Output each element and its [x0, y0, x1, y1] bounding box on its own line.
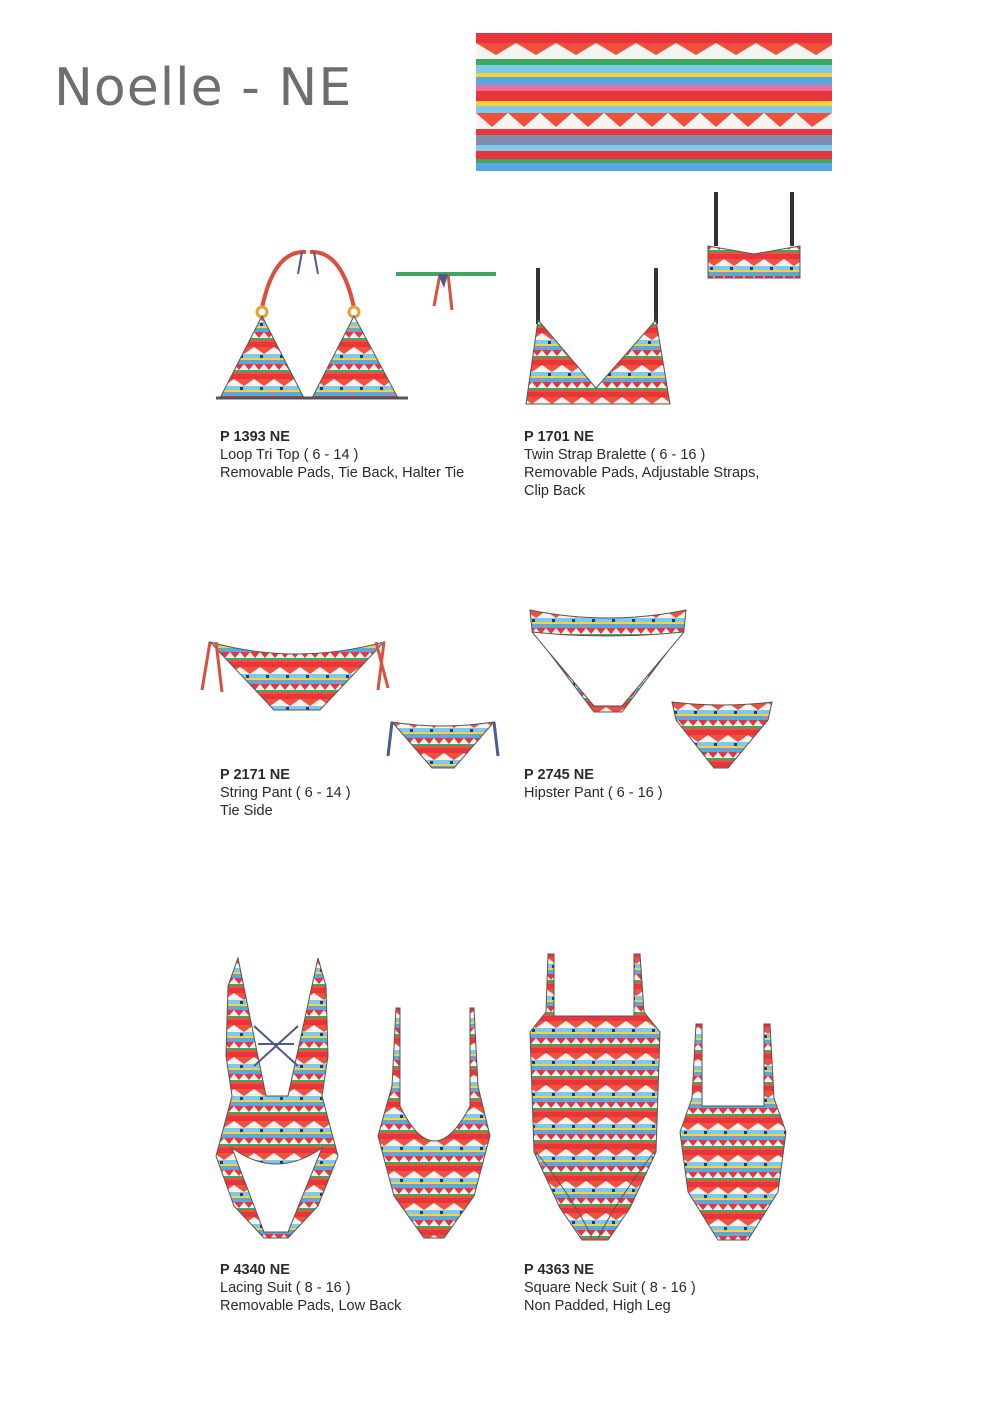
- product-code: P 2171 NE: [220, 767, 290, 783]
- product-code: P 4340 NE: [220, 1262, 290, 1278]
- twin-strap-bralette-sketch: [522, 264, 672, 410]
- product-name: String Pant ( 6 - 14 ): [220, 785, 351, 801]
- product-detail: Removable Pads, Low Back: [220, 1298, 402, 1314]
- string-pant-back-sketch: [384, 716, 502, 772]
- product-caption-p1393: [220, 428, 464, 482]
- product-detail: Non Padded, High Leg: [524, 1298, 671, 1314]
- hipster-pant-back-sketch: [668, 698, 776, 770]
- product-caption-p4340: [220, 1261, 401, 1315]
- product-caption-p1701: [524, 428, 759, 500]
- lacing-suit-back-sketch: [374, 1006, 494, 1240]
- product-detail: Removable Pads, Adjustable Straps,: [524, 465, 760, 481]
- bralette-back-sketch: [704, 190, 804, 280]
- hipster-pant-sketch: [526, 606, 690, 716]
- product-code: P 1701 NE: [524, 429, 594, 445]
- product-code: P 2745 NE: [524, 767, 594, 783]
- product-name: Loop Tri Top ( 6 - 14 ): [220, 447, 359, 463]
- tie-back-sketch: [396, 266, 496, 320]
- page-title: Noelle - NE: [54, 58, 353, 118]
- product-detail: Clip Back: [524, 483, 586, 499]
- product-name: Square Neck Suit ( 8 - 16 ): [524, 1280, 696, 1296]
- product-caption-p2745: [524, 766, 663, 802]
- lacing-suit-sketch: [214, 956, 340, 1240]
- product-name: Twin Strap Bralette ( 6 - 16 ): [524, 447, 706, 463]
- product-detail: Removable Pads, Tie Back, Halter Tie: [220, 465, 465, 481]
- product-name: Lacing Suit ( 8 - 16 ): [220, 1280, 351, 1296]
- product-caption-p2171: [220, 766, 351, 820]
- product-caption-p4363: [524, 1261, 696, 1315]
- product-code: P 1393 NE: [220, 429, 290, 445]
- loop-tri-top-sketch: [214, 246, 410, 412]
- print-swatch: [476, 33, 832, 171]
- product-detail: Tie Side: [220, 803, 273, 819]
- string-pant-sketch: [200, 630, 390, 716]
- product-code: P 4363 NE: [524, 1262, 594, 1278]
- square-neck-suit-sketch: [526, 952, 664, 1242]
- product-name: Hipster Pant ( 6 - 16 ): [524, 785, 663, 801]
- square-neck-suit-back-sketch: [678, 1022, 788, 1242]
